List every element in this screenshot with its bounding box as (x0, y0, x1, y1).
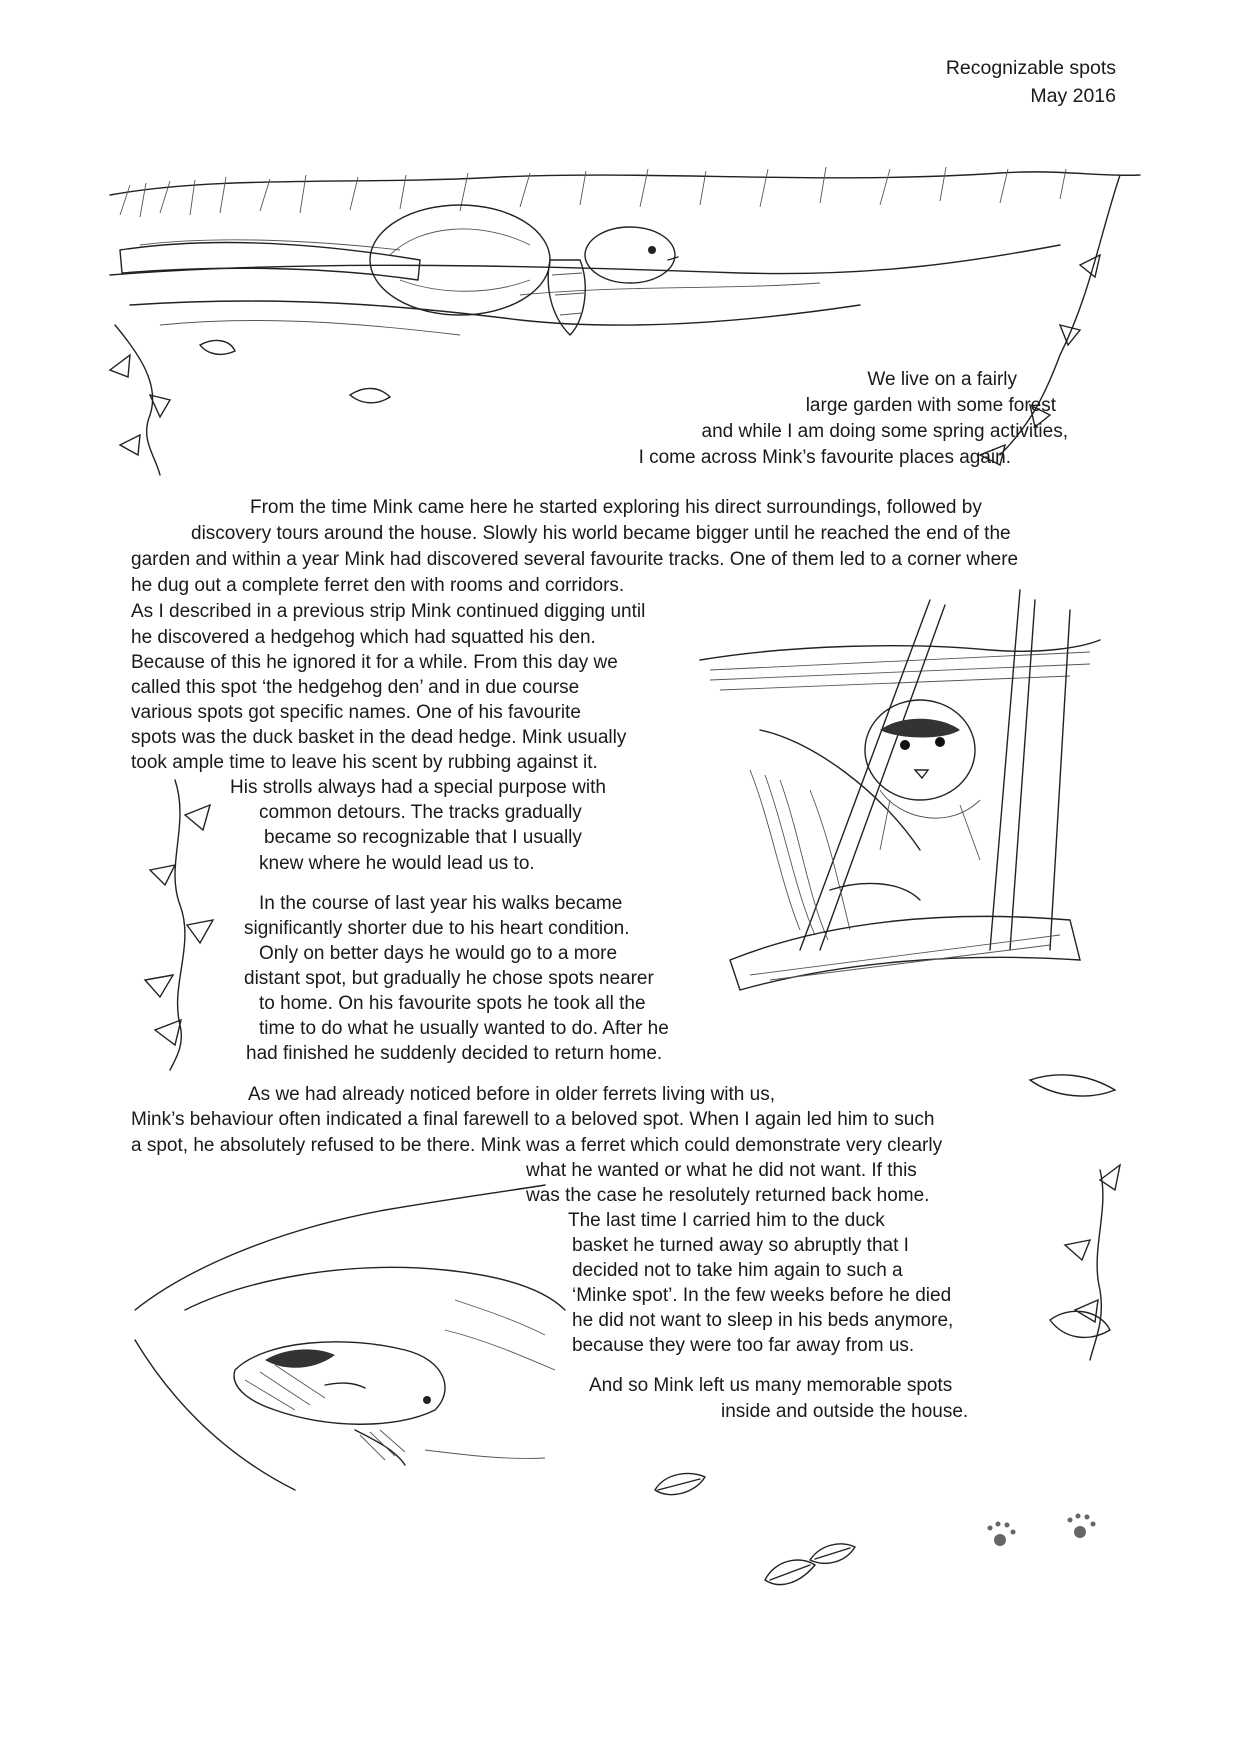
intro-line-2: large garden with some forest (805, 395, 1056, 416)
body-line: From the time Mink came here he started exploring his direct surroundings, followed by (250, 497, 982, 518)
body-line: he discovered a hedgehog which had squatted his den. (131, 627, 596, 648)
body-line: various spots got specific names. One of his favourite (131, 702, 581, 723)
body-line: garden and within a year Mink had discovered several favourite tracks. One of them led to a corner where (131, 549, 1019, 570)
body-line: As I described in a previous strip Mink continued digging until (131, 601, 646, 622)
leaf-decoration (650, 1465, 710, 1505)
body-line: In the course of last year his walks became (259, 893, 623, 914)
body-line: significantly shorter due to his heart condition. (244, 918, 630, 939)
paw-prints-decoration (980, 1510, 1130, 1570)
body-line: to home. On his favourite spots he took all the (259, 993, 646, 1014)
body-line: As we had already noticed before in older ferrets living with us, (248, 1084, 775, 1105)
body-line: decided not to take him again to such a (572, 1260, 903, 1281)
body-line: a spot, he absolutely refused to be there. Mink was a ferret which could demonstrate very clearly (131, 1135, 943, 1156)
body-line: knew where he would lead us to. (259, 853, 535, 874)
body-line: time to do what he usually wanted to do. After he (259, 1018, 669, 1039)
body-line: was the case he resolutely returned back home. (526, 1185, 930, 1206)
body-line: ‘Minke spot’. In the few weeks before he died (572, 1285, 952, 1306)
page-date: May 2016 (1030, 85, 1116, 107)
body-line: Only on better days he would go to a more (259, 943, 618, 964)
body-line: Mink’s behaviour often indicated a final farewell to a beloved spot. When I again led him to such (131, 1109, 935, 1130)
body-line: basket he turned away so abruptly that I (572, 1235, 909, 1256)
body-line: His strolls always had a special purpose with (230, 777, 606, 798)
ferret-in-garden-illustration (100, 155, 1150, 495)
body-line: had finished he suddenly decided to return home. (246, 1043, 663, 1064)
ferret-in-den-illustration (690, 590, 1110, 1010)
vine-decoration (1020, 1060, 1130, 1370)
body-line: Because of this he ignored it for a while. From this day we (131, 652, 618, 673)
intro-line-3: and while I am doing some spring activities, (701, 421, 1068, 442)
body-line: distant spot, but gradually he chose spots nearer (244, 968, 654, 989)
intro-line-4: I come across Mink’s favourite places again. (638, 447, 1011, 468)
body-line: And so Mink left us many memorable spots (589, 1375, 953, 1396)
body-line: he dug out a complete ferret den with rooms and corridors. (131, 575, 625, 596)
body-line: discovery tours around the house. Slowly his world became bigger until he reached the end of the (191, 523, 1011, 544)
body-line: took ample time to leave his scent by rubbing against it. (131, 752, 598, 773)
body-line: called this spot ‘the hedgehog den’ and in due course (131, 677, 580, 698)
body-line: because they were too far away from us. (572, 1335, 915, 1356)
body-line: spots was the duck basket in the dead hedge. Mink usually (131, 727, 627, 748)
body-line: The last time I carried him to the duck (568, 1210, 885, 1231)
leaf-decoration (760, 1535, 860, 1595)
body-line: inside and outside the house. (721, 1401, 969, 1422)
body-line: he did not want to sleep in his beds anymore, (572, 1310, 954, 1331)
body-line: what he wanted or what he did not want. If this (526, 1160, 917, 1181)
body-line: common detours. The tracks gradually (259, 802, 582, 823)
body-line: became so recognizable that I usually (264, 827, 582, 848)
vine-decoration (115, 775, 225, 1075)
page-title: Recognizable spots (945, 57, 1116, 79)
sleeping-ferret-illustration (125, 1160, 565, 1500)
intro-line-1: We live on a fairly (867, 369, 1017, 390)
